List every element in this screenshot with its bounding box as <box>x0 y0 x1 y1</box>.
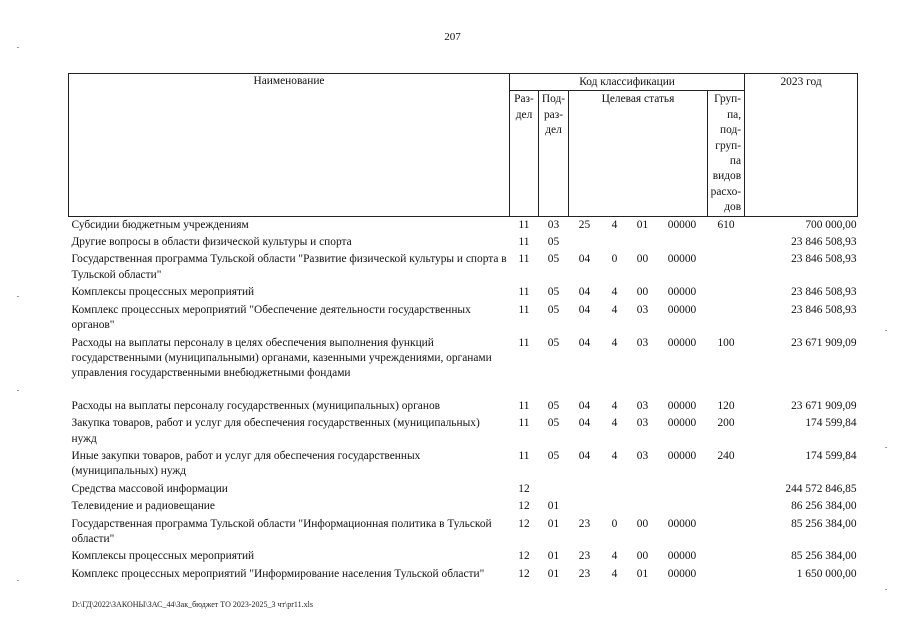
row-razdel: 11 <box>518 253 530 266</box>
header-code: Код классификации <box>510 74 745 91</box>
table-row <box>69 566 858 583</box>
row-program: 04 <box>578 449 591 462</box>
row-type: 4 <box>611 449 618 462</box>
row-type <box>601 481 629 498</box>
row-direction: 00000 <box>667 417 697 430</box>
header-gruppa: Груп- па, под- груп- па видов расхо- дов <box>708 91 745 216</box>
row-structure: 00 <box>636 286 649 299</box>
row-vid-rashodov: 610 <box>717 218 735 231</box>
row-name: Субсидии бюджетным учреждениям <box>71 218 249 231</box>
row-vid-rashodov <box>708 548 745 565</box>
row-structure: 03 <box>636 336 649 349</box>
page-number: 207 <box>444 31 461 43</box>
row-structure: 03 <box>636 303 649 316</box>
row-direction: 00000 <box>667 286 697 299</box>
row-razdel: 11 <box>518 399 530 412</box>
row-program <box>569 481 601 498</box>
row-sum: 85 256 384,00 <box>791 550 857 563</box>
table-row <box>69 284 858 301</box>
row-name: Комплексы процессных мероприятий <box>71 550 255 563</box>
row-program: 04 <box>578 286 591 299</box>
row-direction: 00000 <box>667 253 697 266</box>
table-row <box>69 398 858 415</box>
table-row <box>69 302 858 335</box>
row-direction: 00000 <box>667 550 697 563</box>
row-vid-rashodov <box>708 234 745 251</box>
row-sum: 23 846 508,93 <box>791 236 857 249</box>
row-sum: 174 599,84 <box>805 417 857 430</box>
row-sum: 23 846 508,93 <box>791 303 857 316</box>
row-program: 04 <box>578 253 591 266</box>
row-name: Комплексы процессных мероприятий <box>71 286 255 299</box>
row-structure: 00 <box>636 517 649 530</box>
row-vid-rashodov <box>708 284 745 301</box>
row-podrazdel: 01 <box>547 500 560 513</box>
row-structure <box>629 481 657 498</box>
row-direction <box>657 481 708 498</box>
row-vid-rashodov: 100 <box>717 336 735 349</box>
row-program: 25 <box>578 218 591 231</box>
row-structure: 00 <box>636 253 649 266</box>
row-podrazdel: 01 <box>547 517 560 530</box>
row-name: Закупка товаров, работ и услуг для обеспечения государственных (муниципальных) нужд <box>71 417 480 445</box>
row-podrazdel: 03 <box>547 218 560 231</box>
row-vid-rashodov <box>708 481 745 498</box>
row-razdel: 12 <box>518 482 530 495</box>
row-type: 4 <box>611 303 618 316</box>
row-type: 0 <box>611 517 618 530</box>
row-program: 04 <box>578 417 591 430</box>
row-structure: 01 <box>636 567 649 580</box>
row-structure: 01 <box>636 218 649 231</box>
header-tselevaya: Целевая статья <box>569 91 708 216</box>
row-sum: 700 000,00 <box>805 218 857 231</box>
row-vid-rashodov <box>708 251 745 284</box>
table-row <box>69 481 858 498</box>
row-podrazdel: 01 <box>547 550 560 563</box>
row-vid-rashodov <box>708 498 745 515</box>
row-sum: 23 671 909,09 <box>791 336 857 349</box>
row-program: 23 <box>578 567 591 580</box>
row-sum: 23 671 909,09 <box>791 399 857 412</box>
row-podrazdel: 05 <box>547 417 560 430</box>
row-razdel: 11 <box>518 286 530 299</box>
row-type: 4 <box>611 550 618 563</box>
table-row <box>69 335 858 398</box>
table-row <box>69 234 858 251</box>
row-razdel: 11 <box>518 303 530 316</box>
row-sum: 1 650 000,00 <box>796 567 857 580</box>
row-type: 4 <box>611 336 618 349</box>
header-year: 2023 год <box>745 74 858 217</box>
row-direction: 00000 <box>667 399 697 412</box>
row-vid-rashodov <box>708 566 745 583</box>
row-program: 04 <box>578 303 591 316</box>
row-direction: 00000 <box>667 336 697 349</box>
row-razdel: 11 <box>518 236 530 249</box>
row-podrazdel: 05 <box>547 236 560 249</box>
row-sum: 86 256 384,00 <box>791 500 857 513</box>
row-sum: 244 572 846,85 <box>785 482 857 495</box>
row-name: Расходы на выплаты персоналу государственных (муниципальных) органов <box>71 399 441 412</box>
row-program: 04 <box>578 399 591 412</box>
row-program: 23 <box>578 550 591 563</box>
row-direction <box>657 498 708 515</box>
row-name: Другие вопросы в области физической культуры и спорта <box>71 236 352 249</box>
row-sum: 85 256 384,00 <box>791 517 857 530</box>
row-type: 4 <box>611 417 618 430</box>
table-row <box>69 251 858 284</box>
row-razdel: 11 <box>518 449 530 462</box>
row-type: 4 <box>611 399 618 412</box>
row-name: Государственная программа Тульской области "Информационная политика в Тульской области" <box>71 517 492 545</box>
row-razdel: 12 <box>518 567 530 580</box>
row-podrazdel <box>539 481 569 498</box>
row-vid-rashodov: 120 <box>717 399 735 412</box>
row-name: Иные закупки товаров, работ и услуг для обеспечения государственных (муниципальных) нужд <box>71 449 421 478</box>
row-name: Средства массовой информации <box>71 482 228 495</box>
row-program: 04 <box>578 336 591 349</box>
row-program <box>569 498 601 515</box>
row-direction: 00000 <box>667 517 697 530</box>
table-row <box>69 548 858 565</box>
row-direction: 00000 <box>667 567 697 580</box>
row-direction: 00000 <box>667 303 697 316</box>
row-podrazdel: 05 <box>547 399 560 412</box>
table-row <box>69 498 858 515</box>
row-razdel: 11 <box>518 417 530 430</box>
row-program <box>569 234 601 251</box>
table-row <box>69 448 858 481</box>
row-type <box>601 498 629 515</box>
row-podrazdel: 05 <box>547 449 560 462</box>
header-row-top <box>69 74 858 91</box>
row-podrazdel: 05 <box>547 286 560 299</box>
table-row <box>69 516 858 549</box>
header-name: Наименование <box>69 74 510 217</box>
row-podrazdel: 01 <box>547 567 560 580</box>
row-vid-rashodov: 200 <box>717 417 735 430</box>
budget-table <box>68 73 858 583</box>
row-podrazdel: 05 <box>547 303 560 316</box>
row-name: Комплекс процессных мероприятий "Обеспечение деятельности государственных органов" <box>71 303 471 332</box>
row-type: 4 <box>611 218 618 231</box>
row-structure: 00 <box>636 550 649 563</box>
row-sum: 23 846 508,93 <box>791 253 857 266</box>
footer-file-path: D:\ГД\2022\ЗАКОНЫ\ЗАС_44\Зак_бюджет ТО 2023-2025_3 чт\pr11.xls <box>72 600 313 609</box>
row-name: Телевидение и радиовещание <box>71 500 215 513</box>
row-sum: 23 846 508,93 <box>791 286 857 299</box>
row-structure <box>629 498 657 515</box>
row-direction: 00000 <box>667 449 697 462</box>
row-vid-rashodov <box>708 302 745 335</box>
row-razdel: 11 <box>518 218 530 231</box>
row-type: 4 <box>611 567 618 580</box>
row-podrazdel: 05 <box>547 253 560 266</box>
row-sum: 174 599,84 <box>805 449 857 462</box>
header-podrazdel: Под- раз- дел <box>539 91 569 216</box>
row-direction <box>657 234 708 251</box>
row-structure: 03 <box>636 417 649 430</box>
row-razdel: 12 <box>518 517 530 530</box>
row-razdel: 12 <box>518 550 530 563</box>
row-name: Расходы на выплаты персоналу в целях обеспечения выполнения функций государственными (муниципальными) органами, казенными учреждениями, органами управления государственными внебюджетными фондами <box>71 336 492 380</box>
row-direction: 00000 <box>667 218 697 231</box>
row-structure <box>629 234 657 251</box>
table-row <box>69 216 858 234</box>
row-vid-rashodov <box>708 516 745 549</box>
row-vid-rashodov: 240 <box>717 449 735 462</box>
table-row <box>69 415 858 448</box>
row-name: Комплекс процессных мероприятий "Информирование населения Тульской области" <box>71 567 485 580</box>
header-razdel: Раз- дел <box>510 91 539 216</box>
row-structure: 03 <box>636 449 649 462</box>
row-name: Государственная программа Тульской области "Развитие физической культуры и спорта в Тульской области" <box>71 253 507 281</box>
row-type <box>601 234 629 251</box>
row-razdel: 11 <box>518 336 530 349</box>
row-type: 4 <box>611 286 618 299</box>
table-body <box>69 216 858 583</box>
row-type: 0 <box>611 253 618 266</box>
row-program: 23 <box>578 517 591 530</box>
row-razdel: 12 <box>518 500 530 513</box>
row-structure: 03 <box>636 399 649 412</box>
row-podrazdel: 05 <box>547 336 560 349</box>
